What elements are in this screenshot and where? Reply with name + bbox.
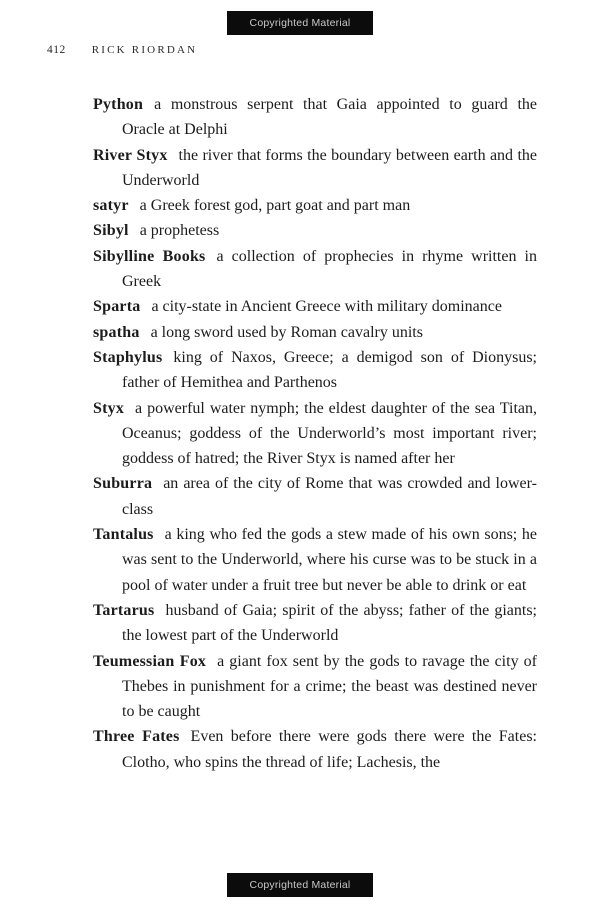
- entry-definition: a prophetess: [139, 222, 220, 240]
- entry-definition: a collection of prophecies in rhyme written in Greek: [122, 247, 538, 291]
- glossary-entry: [93, 522, 537, 598]
- entry-term: Staphylus: [93, 348, 163, 366]
- glossary-entry: [93, 724, 537, 775]
- entry-definition: king of Naxos, Greece; a demigod son of Dionysus; father of Hemithea and Parthenos: [122, 348, 537, 392]
- glossary-entry: [93, 244, 537, 295]
- entry-definition: a king who fed the gods a stew made of his own sons; he was sent to the Underworld, where his curse was to be stuck in a pool of water under a fruit tree but never be able to drink or eat: [122, 526, 537, 594]
- entry-definition: an area of the city of Rome that was crowded and lower-class: [122, 475, 537, 518]
- entry-term: Three Fates: [93, 728, 180, 746]
- entry-term: spatha: [93, 323, 140, 341]
- entry-definition: a long sword used by Roman cavalry units: [150, 323, 423, 341]
- glossary-entry: [93, 345, 537, 396]
- entry-term: satyr: [93, 197, 129, 215]
- copyright-banner-bottom: [227, 873, 373, 897]
- entry-term: Python: [93, 96, 144, 113]
- entry-term: Tartarus: [93, 601, 155, 619]
- copyright-banner-top-text: Copyrighted Material: [249, 17, 351, 29]
- entry-definition: husband of Gaia; spirit of the abyss; father of the giants; the lowest part of the Underworld: [122, 601, 537, 645]
- glossary-entries: [93, 92, 537, 775]
- page-header: [47, 44, 197, 56]
- entry-definition: a city-state in Ancient Greece with military dominance: [151, 298, 502, 316]
- entry-definition: Even before there were gods there were the Fates: Clotho, who spins the thread of life; Lachesis, the: [122, 728, 537, 771]
- glossary-entry: [93, 598, 537, 649]
- entry-term: Sibylline Books: [93, 247, 206, 265]
- entry-definition: a monstrous serpent that Gaia appointed to guard the Oracle at Delphi: [122, 96, 537, 139]
- glossary-entry: [93, 92, 537, 143]
- entry-term: Styx: [93, 399, 125, 417]
- glossary-entry: [93, 649, 537, 725]
- glossary-entry: [93, 193, 537, 218]
- entry-term: Teumessian Fox: [93, 652, 207, 670]
- copyright-banner-bottom-text: Copyrighted Material: [249, 879, 351, 891]
- glossary-entry: [93, 471, 537, 522]
- entry-definition: a giant fox sent by the gods to ravage the city of Thebes in punishment for a crime; the beast was destined never to be caught: [122, 652, 537, 721]
- running-head: RICK RIORDAN: [91, 44, 198, 56]
- glossary-entry: [93, 218, 537, 243]
- entry-term: Tantalus: [93, 526, 154, 544]
- glossary-entry: [93, 396, 537, 472]
- entry-definition: a Greek forest god, part goat and part man: [139, 197, 411, 215]
- glossary-entry: [93, 143, 537, 194]
- entry-definition: a powerful water nymph; the eldest daughter of the sea Titan, Oceanus; goddess of the Underworld’s most important river; goddess of hatred; the River Styx is named after her: [122, 399, 537, 468]
- copyright-banner-top: [227, 11, 373, 35]
- glossary-entry: [93, 294, 537, 319]
- entry-term: Suburra: [93, 475, 153, 493]
- page-number: 412: [47, 44, 66, 56]
- entry-term: River Styx: [93, 146, 168, 164]
- entry-term: Sparta: [93, 298, 141, 316]
- entry-term: Sibyl: [93, 222, 129, 240]
- glossary-entry: [93, 320, 537, 345]
- entry-definition: the river that forms the boundary between earth and the Underworld: [122, 146, 537, 189]
